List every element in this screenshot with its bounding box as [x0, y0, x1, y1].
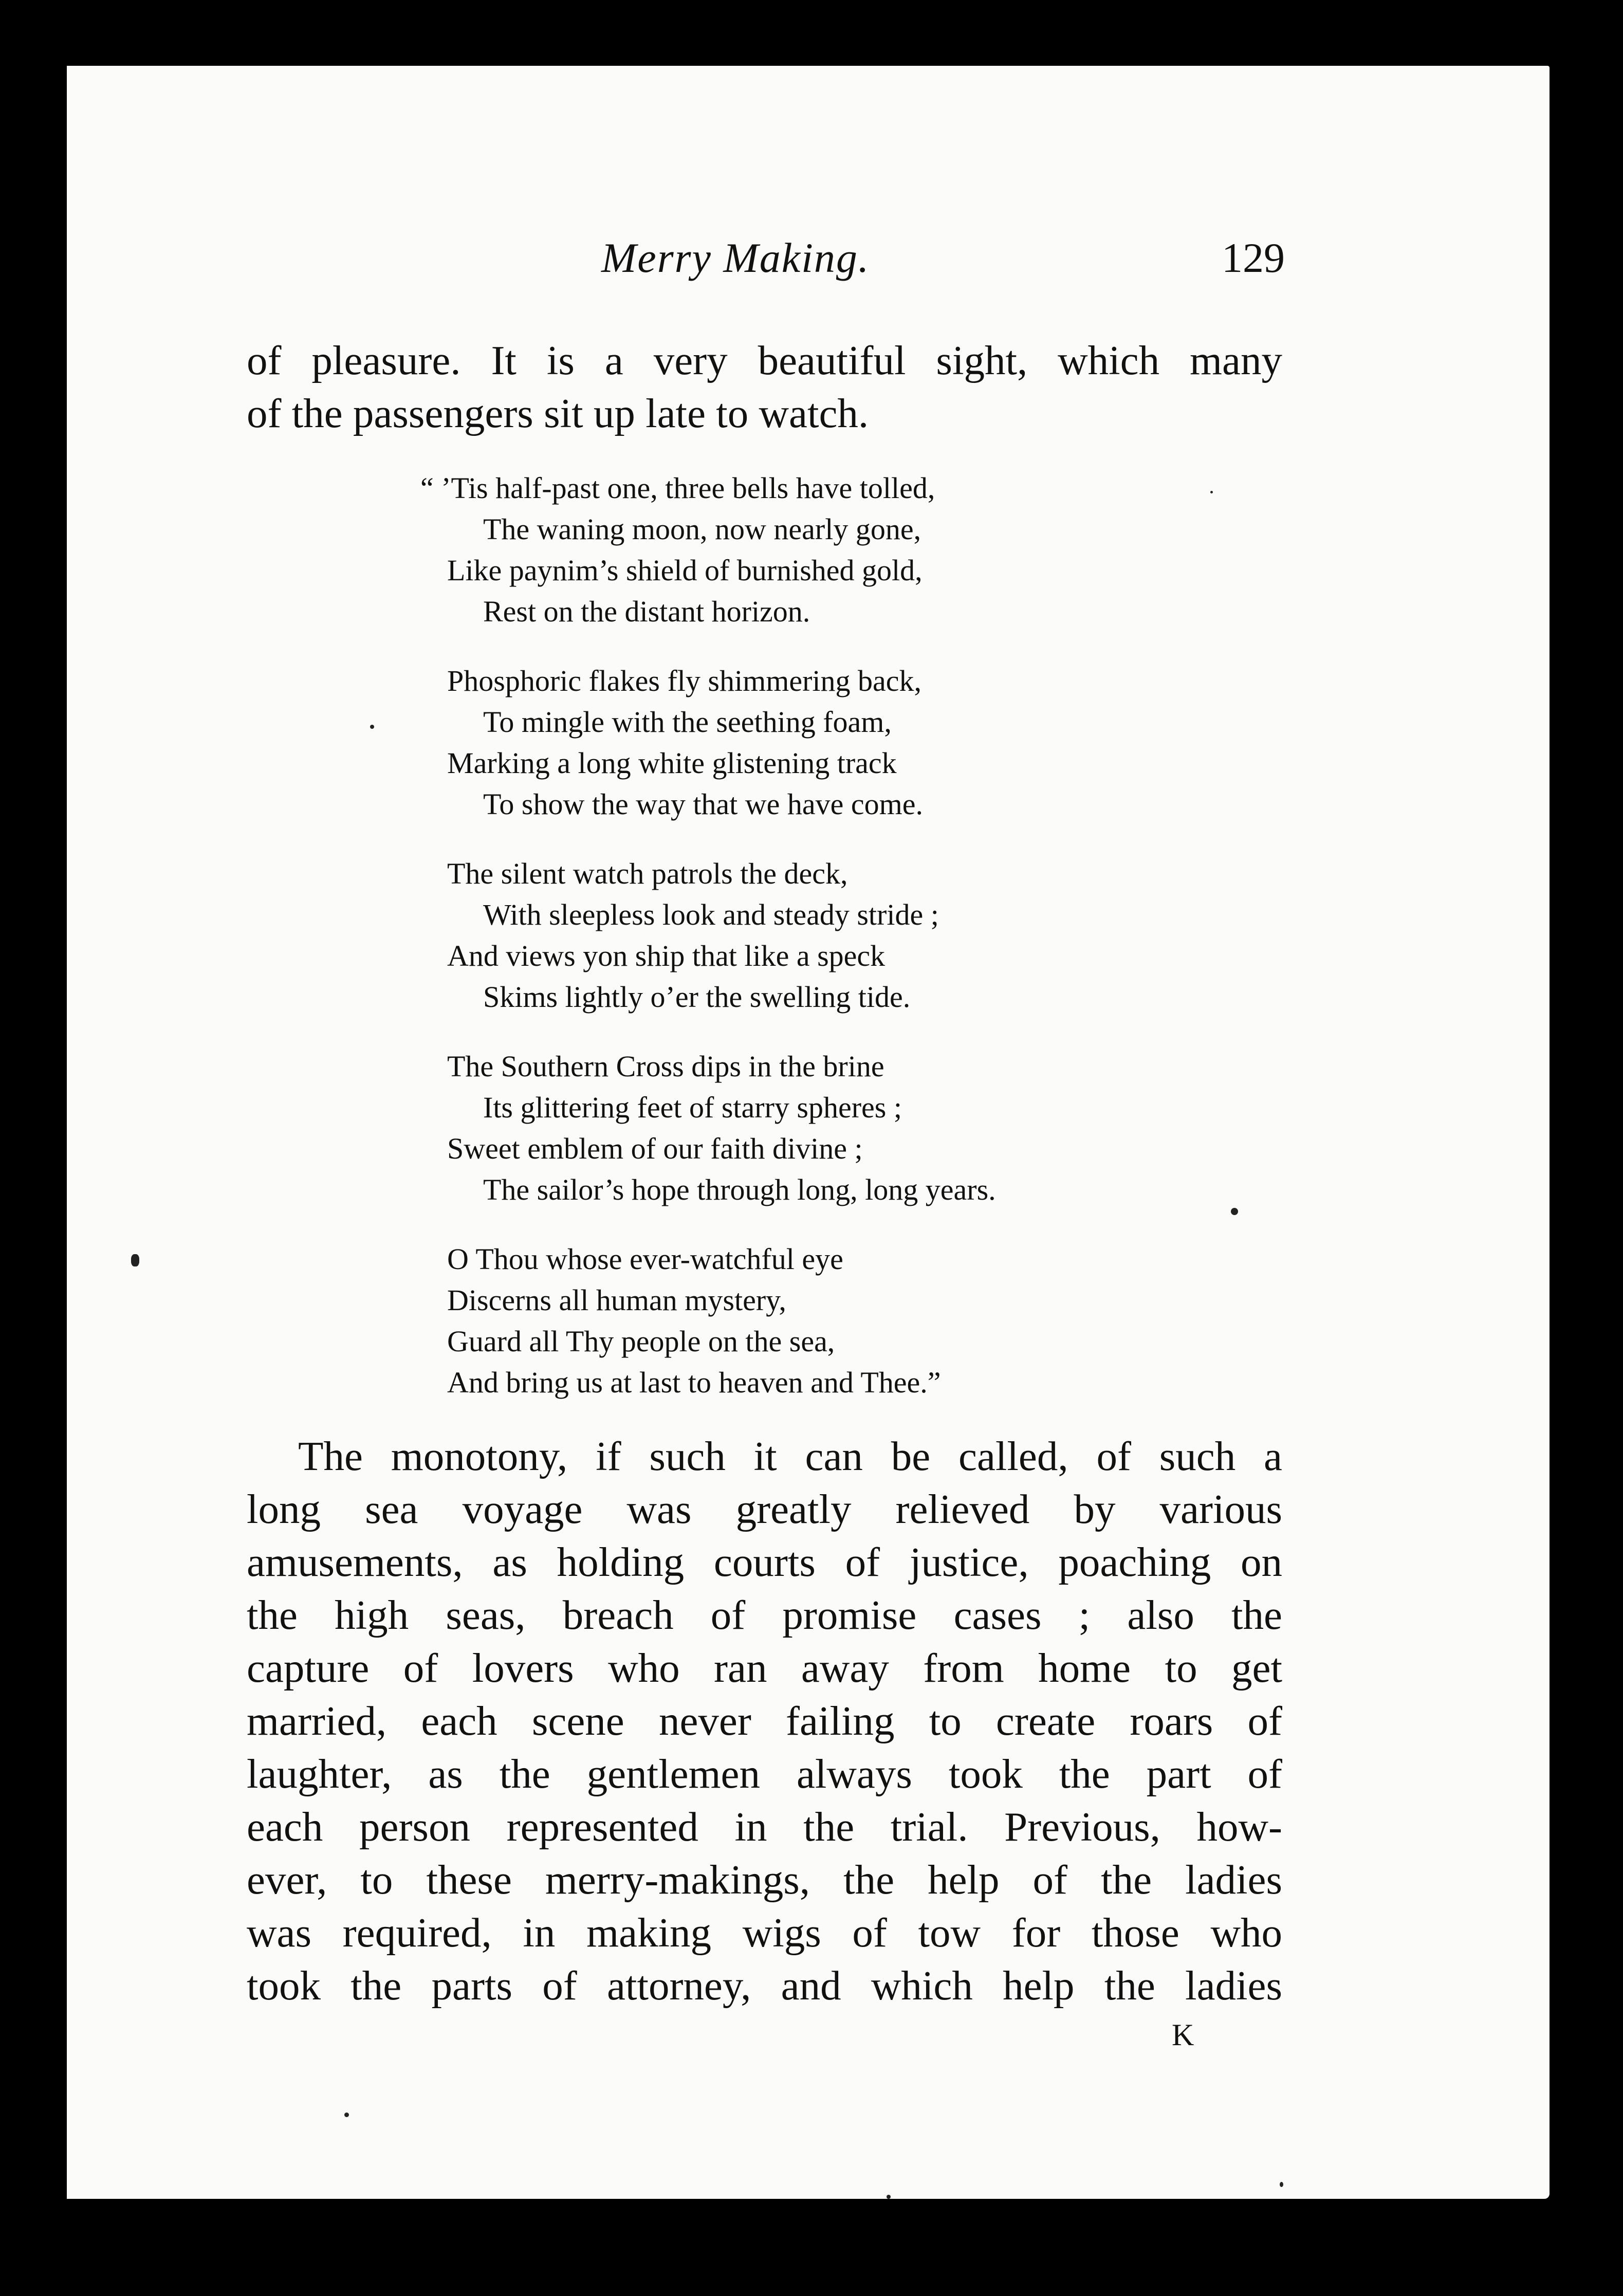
paragraph-line: each person represented in the trial. Previous, how- [247, 1804, 1282, 1850]
print-speck [887, 2195, 891, 2199]
poem-line: Skims lightly o’er the swelling tide. [483, 980, 911, 1014]
page-header [247, 234, 1285, 285]
print-speck [344, 2113, 349, 2117]
poem-line: The silent watch patrols the deck, [447, 857, 848, 890]
paragraph-line: The monotony, if such it can be called, of such a [298, 1433, 1282, 1479]
poem-line: Marking a long white glistening track [447, 746, 897, 780]
page-binding-edge [36, 57, 67, 2220]
paragraph-line: of pleasure. It is a very beautiful sight, which many [247, 337, 1282, 383]
poem-line: Its glittering feet of starry spheres ; [483, 1091, 902, 1124]
poem-line: With sleepless look and steady stride ; [483, 898, 939, 931]
running-title: Merry Making. [601, 234, 870, 281]
print-speck [1280, 2182, 1283, 2187]
poem-line: Rest on the distant horizon. [483, 595, 810, 628]
paragraph-line: married, each scene never failing to create roars of [247, 1698, 1282, 1744]
paragraph-line: ever, to these merry-makings, the help of the ladies [247, 1857, 1282, 1903]
paragraph-line: amusements, as holding courts of justice, poaching on [247, 1539, 1282, 1585]
poem-line: “ ’Tis half-past one, three bells have tolled, [420, 471, 935, 505]
poem-line: And bring us at last to heaven and Thee.” [447, 1366, 941, 1399]
poem-line: Like paynim’s shield of burnished gold, [447, 554, 923, 587]
paragraph-line: of the passengers sit up late to watch. [247, 390, 869, 436]
poem-line: O Thou whose ever-watchful eye [447, 1242, 843, 1276]
poem-line: To mingle with the seething foam, [483, 705, 892, 739]
print-speck [1231, 1208, 1238, 1215]
poem-line: Sweet emblem of our faith divine ; [447, 1132, 863, 1165]
paragraph-line: was required, in making wigs of tow for those who [247, 1909, 1282, 1956]
paragraph-1 [247, 334, 1282, 440]
poem-line: The sailor’s hope through long, long years. [483, 1173, 996, 1206]
paragraph-line: capture of lovers who ran away from home to get [247, 1645, 1282, 1691]
print-speck [131, 1254, 139, 1266]
print-speck [1210, 491, 1213, 493]
poem-stanza-2 [447, 660, 1218, 825]
paragraph-line: took the parts of attorney, and which help the ladies [247, 1962, 1282, 2009]
print-speck [370, 725, 374, 729]
paragraph-2 [247, 1430, 1282, 2012]
poem-line: Guard all Thy people on the sea, [447, 1325, 835, 1358]
poem-line: The Southern Cross dips in the brine [447, 1050, 884, 1083]
paragraph-line: long sea voyage was greatly relieved by various [247, 1486, 1282, 1532]
poem-stanza-3 [447, 853, 1218, 1018]
poem-line: The waning moon, now nearly gone, [483, 512, 921, 546]
poem-line: And views yon ship that like a speck [447, 939, 886, 972]
poem [420, 468, 1218, 1431]
poem-stanza-5 [447, 1239, 1218, 1403]
paragraph-line: the high seas, breach of promise cases ; also the [247, 1592, 1282, 1638]
poem-stanza-4 [447, 1046, 1218, 1210]
signature-mark: K [1172, 2018, 1194, 2052]
poem-line: To show the way that we have come. [483, 787, 924, 821]
paragraph-line: laughter, as the gentlemen always took the part of [247, 1751, 1282, 1797]
poem-stanza-1 [420, 468, 1218, 632]
page-number: 129 [1222, 234, 1285, 281]
poem-line: Phosphoric flakes fly shimmering back, [447, 664, 921, 697]
poem-line: Discerns all human mystery, [447, 1283, 786, 1317]
